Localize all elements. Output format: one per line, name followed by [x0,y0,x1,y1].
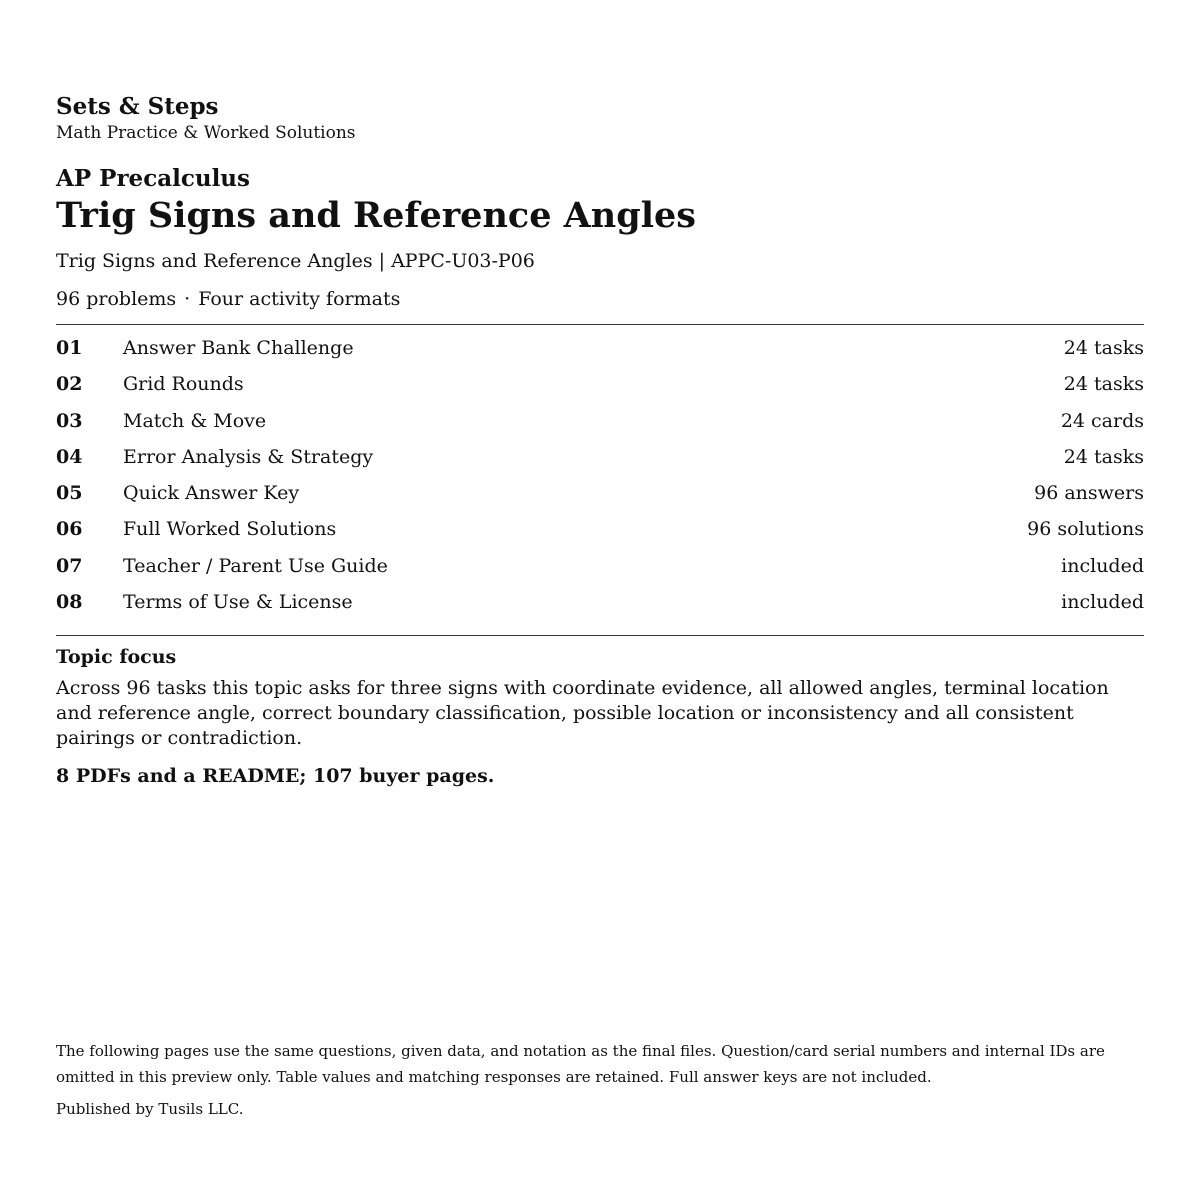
preview-note: The following pages use the same questions, given data, and notation as the final files. Question/card serial numbers and internal IDs are omitted in this preview only. Table values and matching responses are retained. Full answer keys are not included. [56,1042,1105,1086]
contents-row [56,553,1144,589]
contents-label: Answer Bank Challenge [123,337,354,359]
page-title: Trig Signs and Reference Angles [56,195,696,236]
contents-number: 07 [56,554,83,577]
problem-count: 96 problems [56,288,177,310]
contents-row [56,444,1144,480]
contents-count: 96 solutions [1027,518,1144,541]
topic-focus-text: Across 96 tasks this topic asks for three signs with coordinate evidence, all allowed angles, terminal location and reference angle, correct boundary classification, possible location or inconsistency and all consistent pairings or contradiction. [56,677,1109,750]
contents-label: Teacher / Parent Use Guide [123,554,388,577]
contents-count: 96 answers [1034,482,1144,505]
contents-number: 03 [56,409,83,432]
document-body [56,92,1144,789]
contents-label: Full Worked Solutions [123,518,337,541]
product-code-line: Trig Signs and Reference Angles | APPC-U03-P06 [56,250,535,272]
contents-count: 24 cards [1060,409,1144,432]
contents-label: Quick Answer Key [123,482,300,505]
contents-number: 08 [56,591,83,614]
summary-line [56,286,1144,312]
contents-row [56,408,1144,444]
footer [56,1038,1144,1120]
files-summary: 8 PDFs and a README; 107 buyer pages. [56,765,495,788]
contents-list [56,325,1144,635]
contents-label: Terms of Use & License [123,591,353,614]
contents-label: Grid Rounds [123,373,244,396]
contents-label: Match & Move [123,409,267,432]
course-name: AP Precalculus [56,165,250,192]
brand-name: Sets & Steps [56,93,219,120]
contents-count: 24 tasks [1063,337,1144,359]
contents-row [56,516,1144,552]
contents-number: 05 [56,482,83,505]
topic-focus-heading: Topic focus [56,646,177,669]
contents-number: 01 [56,337,83,359]
contents-number: 04 [56,445,83,468]
contents-row [56,589,1144,625]
contents-number: 02 [56,373,83,396]
contents-count: included [1061,591,1144,614]
contents-number: 06 [56,518,83,541]
contents-row [56,335,1144,371]
divider-bottom [56,635,1144,636]
contents-row [56,480,1144,516]
publisher-line: Published by Tusils LLC. [56,1100,244,1118]
contents-count: 24 tasks [1063,373,1144,396]
contents-row [56,371,1144,407]
activity-formats: Four activity formats [198,288,401,310]
contents-label: Error Analysis & Strategy [123,445,374,468]
brand-subtitle: Math Practice & Worked Solutions [56,123,356,143]
separator-dot: · [184,288,191,310]
contents-count: included [1061,554,1144,577]
contents-count: 24 tasks [1063,445,1144,468]
